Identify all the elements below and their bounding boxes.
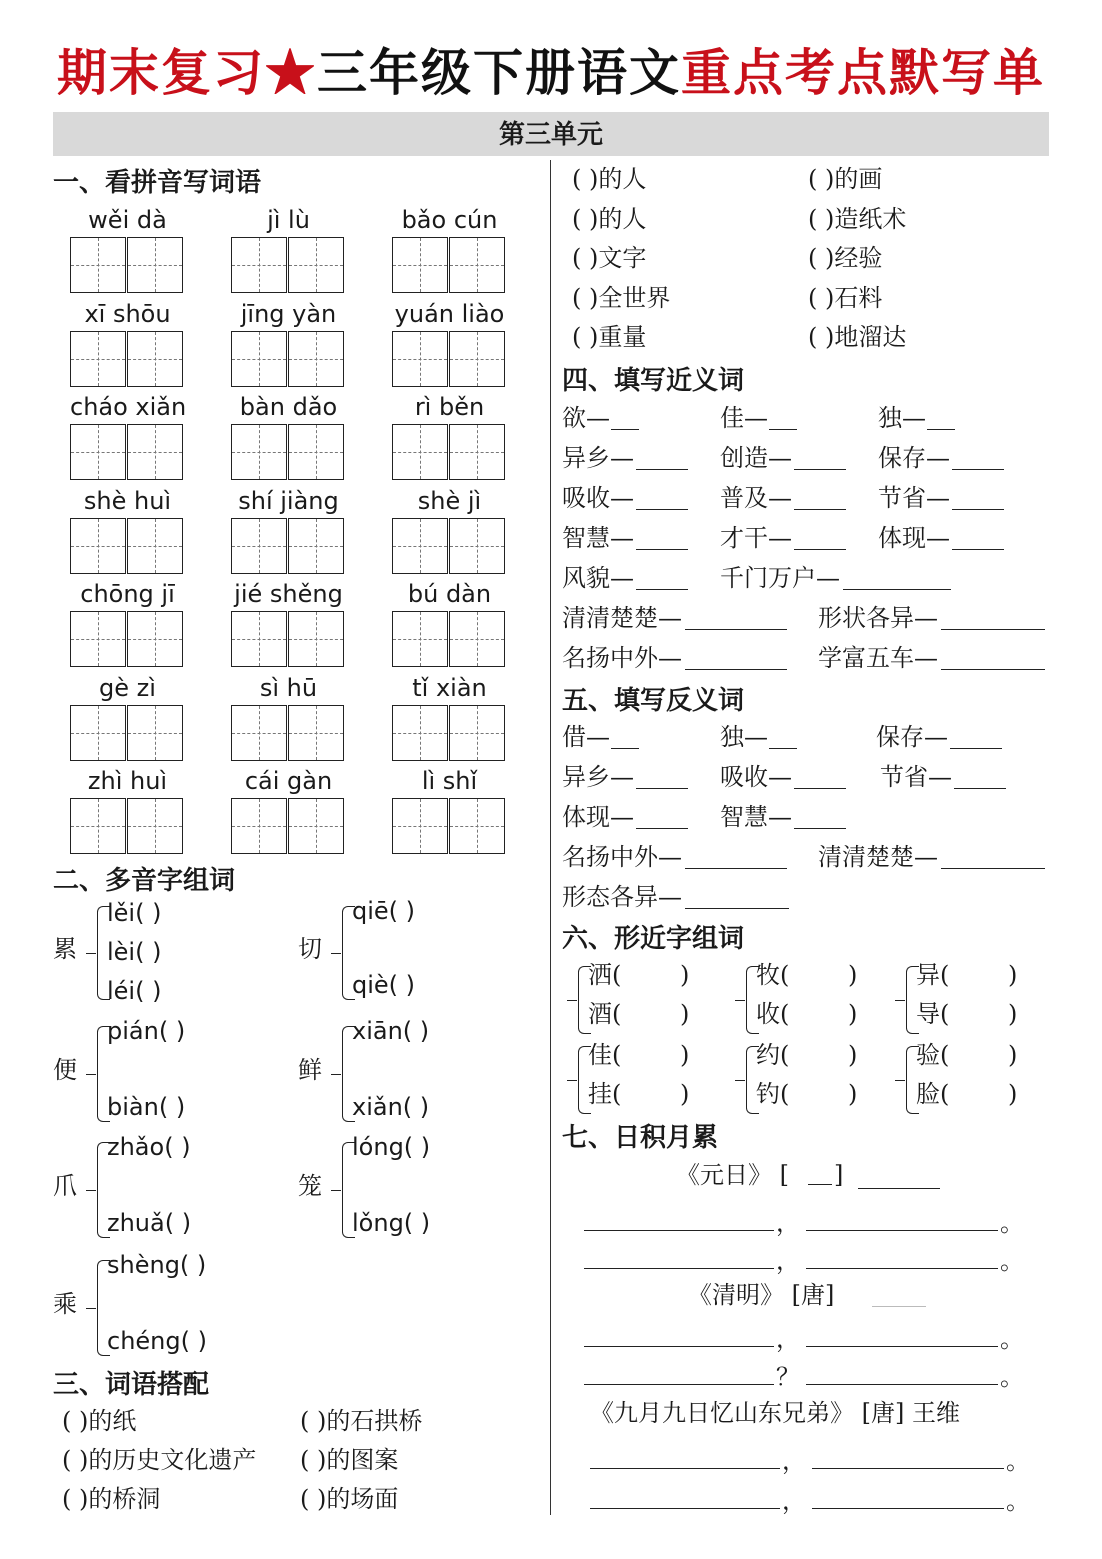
grid-guide-v xyxy=(155,238,156,292)
word-prompt: 保存— xyxy=(876,723,948,751)
writing-box xyxy=(70,611,126,667)
punctuation: ， xyxy=(782,1487,806,1515)
similar-char-close: ) xyxy=(680,1041,690,1069)
grid-guide-v xyxy=(259,238,260,292)
polyphone-reading: lóng( ) xyxy=(352,1133,431,1161)
writing-box xyxy=(288,237,344,293)
writing-box xyxy=(231,518,287,574)
similar-char: 验( xyxy=(916,1041,950,1069)
writing-box xyxy=(70,237,126,293)
grid-guide-v xyxy=(259,425,260,479)
writing-box xyxy=(392,424,448,480)
polyphone-reading: zhǎo( ) xyxy=(107,1133,191,1161)
polyphone-reading: chéng( ) xyxy=(107,1327,207,1355)
grid-guide-v xyxy=(420,706,421,760)
matching-item: ( )造纸术 xyxy=(808,204,907,233)
writing-box xyxy=(392,237,448,293)
pinyin-label: lì shǐ xyxy=(421,767,478,795)
answer-line xyxy=(584,1268,774,1269)
word-prompt: 节省— xyxy=(880,763,952,791)
word-prompt: 才干— xyxy=(720,524,792,552)
polyphone-char: 累 xyxy=(53,935,77,963)
matching-item: ( )经验 xyxy=(808,244,883,272)
pinyin-label: sì hū xyxy=(259,673,318,702)
polyphone-reading: biàn( ) xyxy=(107,1093,186,1121)
writing-box xyxy=(127,798,183,854)
polyphone-char: 便 xyxy=(53,1056,77,1084)
writing-box xyxy=(127,705,183,761)
poem-title-bracket: ] xyxy=(834,1161,844,1189)
grid-guide-v xyxy=(259,612,260,666)
word-prompt: 吸收— xyxy=(562,484,634,512)
grid-guide-v xyxy=(98,706,99,760)
pinyin-label: cái gàn xyxy=(244,767,333,795)
punctuation: 。 xyxy=(1000,1363,1024,1391)
punctuation: ， xyxy=(782,1447,806,1475)
punctuation: 。 xyxy=(1006,1487,1030,1515)
answer-line xyxy=(584,1230,774,1231)
pinyin-label: yuán liào xyxy=(394,299,505,328)
polyphone-char: 笼 xyxy=(298,1172,322,1200)
grid-guide-v xyxy=(477,799,478,853)
writing-box xyxy=(231,424,287,480)
polyphone-reading: qiē( ) xyxy=(352,897,416,925)
grid-guide-v xyxy=(98,332,99,386)
answer-line xyxy=(794,549,846,550)
writing-box xyxy=(288,611,344,667)
similar-char: 收( xyxy=(756,1000,790,1028)
pinyin-label: shè jì xyxy=(417,486,482,515)
word-prompt: 形状各异— xyxy=(818,604,938,632)
answer-line xyxy=(611,429,639,430)
grid-guide-v xyxy=(316,799,317,853)
word-prompt: 异乡— xyxy=(562,763,634,791)
grid-guide-v xyxy=(155,519,156,573)
word-prompt: 名扬中外— xyxy=(562,644,682,672)
answer-line xyxy=(636,469,688,470)
matching-item: ( )文字 xyxy=(572,244,647,272)
answer-line xyxy=(806,1384,998,1385)
writing-box xyxy=(449,237,505,293)
answer-line xyxy=(806,1268,998,1269)
word-prompt: 保存— xyxy=(878,444,950,472)
matching-item: ( )的人 xyxy=(572,204,647,233)
answer-line xyxy=(685,669,787,670)
answer-line xyxy=(636,549,688,550)
grid-guide-v xyxy=(259,519,260,573)
word-prompt: 名扬中外— xyxy=(562,843,682,871)
pinyin-label: gè zì xyxy=(99,673,156,702)
punctuation: ， xyxy=(776,1325,800,1353)
section-2-heading: 二、多音字组词 xyxy=(53,866,236,896)
writing-box xyxy=(127,237,183,293)
grid-guide-v xyxy=(477,332,478,386)
writing-box xyxy=(231,237,287,293)
matching-item: ( )重量 xyxy=(572,323,647,351)
similar-char-close: ) xyxy=(1008,1080,1018,1108)
writing-box xyxy=(70,798,126,854)
writing-box xyxy=(127,424,183,480)
answer-line xyxy=(794,509,846,510)
similar-char: 洒( xyxy=(588,961,622,989)
writing-box xyxy=(449,518,505,574)
poem-title: 《九月九日忆山东兄弟》 [唐] 王维 xyxy=(590,1399,960,1427)
word-prompt: 智慧— xyxy=(562,524,634,552)
similar-char-close: ) xyxy=(848,1041,858,1069)
column-divider xyxy=(550,160,551,1515)
similar-char: 酒( xyxy=(588,1000,622,1028)
writing-box xyxy=(392,705,448,761)
word-prompt: 欲— xyxy=(562,404,610,432)
writing-box xyxy=(70,424,126,480)
matching-item: ( )的石拱桥 xyxy=(300,1407,423,1435)
pinyin-label: zhì huì xyxy=(87,767,168,795)
section-3-heading: 三、词语搭配 xyxy=(53,1370,210,1400)
writing-box xyxy=(70,331,126,387)
page-title xyxy=(0,36,1102,110)
answer-line xyxy=(952,469,1004,470)
answer-line xyxy=(812,1468,1004,1469)
similar-char-close: ) xyxy=(848,1080,858,1108)
polyphone-reading: qiè( ) xyxy=(352,971,416,999)
pinyin-label: jié shěng xyxy=(234,580,343,608)
matching-item: ( )石料 xyxy=(808,283,883,312)
pinyin-label: jì lù xyxy=(267,206,310,234)
answer-line xyxy=(808,1184,832,1185)
matching-item: ( )的画 xyxy=(808,165,883,193)
section-4-heading: 四、填写近义词 xyxy=(562,366,745,396)
polyphone-reading: xiǎn( ) xyxy=(352,1093,430,1121)
word-prompt: 吸收— xyxy=(720,763,792,791)
answer-line xyxy=(950,748,1002,749)
title-part-1: 期末复习 xyxy=(57,43,265,102)
writing-box xyxy=(392,331,448,387)
writing-box xyxy=(231,798,287,854)
punctuation: 。 xyxy=(1006,1447,1030,1475)
punctuation: 。 xyxy=(1000,1247,1024,1275)
similar-char-close: ) xyxy=(680,1000,690,1028)
similar-char-close: ) xyxy=(680,961,690,989)
punctuation: ？ xyxy=(776,1363,800,1391)
title-part-3: 重点考点默写单 xyxy=(681,43,1045,102)
word-prompt: 形态各异— xyxy=(562,883,682,911)
matching-item: ( )全世界 xyxy=(572,283,671,312)
punctuation: 。 xyxy=(1000,1325,1024,1353)
pinyin-label: tǐ xiàn xyxy=(412,673,487,702)
answer-line xyxy=(952,549,1004,550)
writing-box xyxy=(392,611,448,667)
grid-guide-v xyxy=(420,612,421,666)
answer-line xyxy=(685,629,787,630)
pinyin-label: bú dàn xyxy=(407,580,492,608)
word-prompt: 独— xyxy=(878,404,926,432)
grid-guide-v xyxy=(155,332,156,386)
similar-char-close: ) xyxy=(1008,961,1018,989)
matching-item: ( )的纸 xyxy=(62,1407,137,1435)
writing-box xyxy=(70,705,126,761)
similar-char: 佳( xyxy=(588,1041,622,1069)
grid-guide-v xyxy=(420,425,421,479)
answer-line xyxy=(584,1346,774,1347)
grid-guide-v xyxy=(155,799,156,853)
grid-guide-v xyxy=(316,425,317,479)
writing-box xyxy=(231,331,287,387)
answer-line xyxy=(872,1306,926,1307)
grid-guide-v xyxy=(316,332,317,386)
answer-line xyxy=(769,429,797,430)
writing-box xyxy=(449,331,505,387)
word-prompt: 千门万户— xyxy=(720,564,840,592)
polyphone-reading: lěi( ) xyxy=(107,899,162,927)
section-5-heading: 五、填写反义词 xyxy=(562,686,745,716)
answer-line xyxy=(590,1508,780,1509)
pinyin-label: chōng jī xyxy=(80,580,175,608)
matching-item: ( )地溜达 xyxy=(808,323,907,351)
pinyin-label: cháo xiǎn xyxy=(70,393,187,421)
writing-box xyxy=(127,518,183,574)
answer-line xyxy=(941,669,1045,670)
word-prompt: 清清楚楚— xyxy=(562,604,682,632)
grid-guide-v xyxy=(477,706,478,760)
writing-box xyxy=(392,518,448,574)
word-prompt: 学富五车— xyxy=(818,644,938,672)
word-prompt: 清清楚楚— xyxy=(818,843,938,871)
writing-box xyxy=(449,611,505,667)
grid-guide-v xyxy=(420,519,421,573)
grid-guide-v xyxy=(316,238,317,292)
writing-box xyxy=(231,611,287,667)
word-prompt: 创造— xyxy=(720,444,792,472)
answer-line xyxy=(584,1384,774,1385)
word-prompt: 普及— xyxy=(720,484,792,512)
unit-header: 第三单元 xyxy=(53,112,1049,156)
section-6-heading: 六、形近字组词 xyxy=(562,924,745,954)
answer-line xyxy=(590,1468,780,1469)
grid-guide-v xyxy=(98,799,99,853)
writing-box xyxy=(449,798,505,854)
grid-guide-v xyxy=(316,519,317,573)
polyphone-char: 鲜 xyxy=(298,1056,322,1084)
answer-line xyxy=(685,908,789,909)
similar-char: 导( xyxy=(916,1000,950,1028)
polyphone-char: 切 xyxy=(298,935,322,963)
word-prompt: 独— xyxy=(720,723,768,751)
writing-box xyxy=(127,331,183,387)
grid-guide-v xyxy=(98,519,99,573)
answer-line xyxy=(812,1508,1004,1509)
writing-box xyxy=(127,611,183,667)
answer-line xyxy=(769,748,797,749)
answer-line xyxy=(843,589,951,590)
punctuation: ， xyxy=(776,1209,800,1237)
grid-guide-v xyxy=(477,238,478,292)
similar-char-close: ) xyxy=(680,1080,690,1108)
answer-line xyxy=(611,748,639,749)
grid-guide-v xyxy=(316,706,317,760)
poem-title: 《元日》 [ xyxy=(676,1161,789,1189)
grid-guide-v xyxy=(98,238,99,292)
answer-line xyxy=(927,429,955,430)
word-prompt: 体现— xyxy=(878,524,950,552)
section-1-heading: 一、看拼音写词语 xyxy=(53,168,262,198)
answer-line xyxy=(858,1188,940,1189)
writing-box xyxy=(288,798,344,854)
writing-box xyxy=(288,331,344,387)
writing-box xyxy=(70,518,126,574)
pinyin-label: xī shōu xyxy=(84,299,171,328)
punctuation: ， xyxy=(776,1247,800,1275)
similar-char: 异( xyxy=(916,961,950,989)
answer-line xyxy=(636,509,688,510)
similar-char: 挂( xyxy=(588,1080,622,1108)
matching-item: ( )的历史文化遗产 xyxy=(62,1446,257,1474)
answer-line xyxy=(794,469,846,470)
grid-guide-v xyxy=(316,612,317,666)
pinyin-label: jīng yàn xyxy=(240,299,337,328)
similar-char-close: ) xyxy=(848,961,858,989)
answer-line xyxy=(806,1230,998,1231)
grid-guide-v xyxy=(420,799,421,853)
grid-guide-v xyxy=(477,519,478,573)
polyphone-reading: xiān( ) xyxy=(352,1017,430,1045)
word-prompt: 风貌— xyxy=(562,564,634,592)
polyphone-char: 乘 xyxy=(53,1290,77,1318)
title-part-2: 三年级下册语文 xyxy=(317,43,681,102)
writing-box xyxy=(392,798,448,854)
pinyin-label: shí jiàng xyxy=(238,486,339,515)
word-prompt: 体现— xyxy=(562,803,634,831)
pinyin-label: bàn dǎo xyxy=(239,393,338,421)
word-prompt: 佳— xyxy=(720,404,768,432)
pinyin-label: shè huì xyxy=(83,486,172,515)
grid-guide-v xyxy=(477,425,478,479)
polyphone-reading: shèng( ) xyxy=(107,1251,207,1279)
pinyin-label: wěi dà xyxy=(88,206,167,234)
writing-box xyxy=(288,424,344,480)
matching-item: ( )的人 xyxy=(572,165,647,193)
answer-line xyxy=(636,828,688,829)
similar-char-close: ) xyxy=(1008,1041,1018,1069)
writing-box xyxy=(449,705,505,761)
grid-guide-v xyxy=(259,332,260,386)
grid-guide-v xyxy=(155,425,156,479)
answer-line xyxy=(941,868,1045,869)
writing-box xyxy=(231,705,287,761)
answer-line xyxy=(941,629,1045,630)
similar-char: 牧( xyxy=(756,961,790,989)
answer-line xyxy=(685,868,787,869)
polyphone-reading: pián( ) xyxy=(107,1017,186,1045)
answer-line xyxy=(636,788,688,789)
star-icon: ★ xyxy=(265,43,317,102)
answer-line xyxy=(952,509,1004,510)
word-prompt: 节省— xyxy=(878,484,950,512)
answer-line xyxy=(794,788,846,789)
polyphone-reading: lèi( ) xyxy=(107,938,162,966)
similar-char-close: ) xyxy=(848,1000,858,1028)
polyphone-reading: léi( ) xyxy=(107,977,162,1005)
grid-guide-v xyxy=(98,425,99,479)
matching-item: ( )的桥洞 xyxy=(62,1485,161,1513)
polyphone-reading: lǒng( ) xyxy=(352,1209,431,1237)
polyphone-reading: zhuǎ( ) xyxy=(107,1209,192,1237)
poem-title: 《清明》 [唐] xyxy=(688,1281,835,1309)
section-7-heading: 七、日积月累 xyxy=(562,1123,719,1153)
similar-char: 脸( xyxy=(916,1080,950,1108)
word-prompt: 智慧— xyxy=(720,803,792,831)
matching-item: ( )的场面 xyxy=(300,1485,399,1513)
answer-line xyxy=(636,589,688,590)
writing-box xyxy=(449,424,505,480)
matching-item: ( )的图案 xyxy=(300,1446,399,1474)
grid-guide-v xyxy=(420,332,421,386)
grid-guide-v xyxy=(477,612,478,666)
answer-line xyxy=(794,828,846,829)
word-prompt: 异乡— xyxy=(562,444,634,472)
answer-line xyxy=(954,788,1006,789)
similar-char-close: ) xyxy=(1008,1000,1018,1028)
similar-char: 约( xyxy=(756,1041,790,1069)
grid-guide-v xyxy=(259,706,260,760)
similar-char: 钓( xyxy=(756,1080,790,1108)
word-prompt: 借— xyxy=(562,723,610,751)
grid-guide-v xyxy=(155,706,156,760)
grid-guide-v xyxy=(420,238,421,292)
pinyin-label: rì běn xyxy=(414,393,485,421)
grid-guide-v xyxy=(155,612,156,666)
grid-guide-v xyxy=(98,612,99,666)
punctuation: 。 xyxy=(1000,1209,1024,1237)
pinyin-label: bǎo cún xyxy=(401,206,498,234)
grid-guide-v xyxy=(259,799,260,853)
writing-box xyxy=(288,705,344,761)
polyphone-char: 爪 xyxy=(53,1172,77,1200)
writing-box xyxy=(288,518,344,574)
answer-line xyxy=(806,1346,998,1347)
